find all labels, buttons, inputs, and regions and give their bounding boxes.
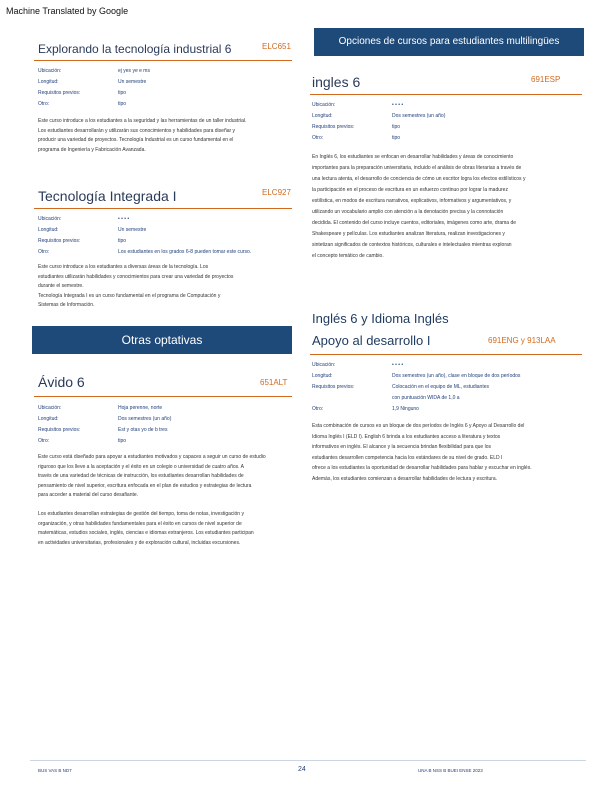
meta-value: tipo: [118, 101, 127, 107]
course-description-avido: Este curso está diseñado para apoyar a estudiantes motivados y capaces a seguir un curso de estudio riguroso que los lleve a la aceptación y el éxito en un colegio o universidad de cuatro años. A través de una variedad de técnicas de instrucción, los estudiantes desarrollan habilidades de pensamiento de nivel superior, escritura enfocada en el plan de estudios y estrategias de lectura para acceder a material del curso desafiante. Los estudiantes desarrollan estrategias de gestión del tiempo, toma de notas, investigación y organización, y otras habilidades fundamentales para el éxito en cursos de nivel superior de matemáticas, estudios sociales, inglés, ciencias e idiomas extranjeros. Los estudiantes participan en actividades universitarias, profesionales y de exploración cultural, incluidas excursiones.: [38, 454, 266, 546]
course-description-tecnologia: Este curso introduce a los estudiantes a diversas áreas de la tecnología. Los estudiantes utilizarán habilidades y conocimientos para crear una variedad de proyectos durante el semestre. Tecnología Integrada I es un curso fundamental en el programa de Computación y Sistemas de Información.: [38, 264, 234, 308]
machine-translation-note: Machine Translated by Google: [6, 6, 129, 16]
meta-key: Longitud:: [38, 79, 59, 85]
course-title-avido: Ávido 6: [38, 374, 85, 390]
meta-key: Otro:: [38, 101, 50, 107]
course-title-explorando: Explorando la tecnología industrial 6: [38, 42, 232, 56]
meta-value: ej yes ye e ms: [118, 68, 150, 74]
course-description-explorando: Este curso introduce a los estudiantes a la seguridad y las herramientas de un taller industrial. Los estudiantes desarrollarán y utilizarán sus conocimientos y habilidades para diseñar y producir una variedad de proyectos. Tecnología Industrial es un curso fundamental en el programa de Ingeniería y Fabricación Avanzada.: [38, 118, 247, 153]
section-title-ingles-idioma: Inglés 6 y Idioma Inglés: [312, 311, 449, 326]
course-title-ingles-6: ingles 6: [312, 74, 361, 90]
course-meta-ingles-6: Ubicación: • • • • Longitud: Dos semestres (un año) Requisitos previos: tipo Otro: tipo: [312, 102, 446, 141]
section-subtitle-apoyo: Apoyo al desarrollo I: [312, 333, 431, 348]
footer-right-text: UNA B NSS B BUEI ENSE 2023: [418, 768, 483, 773]
course-meta-tecnologia: Ubicación: • • • • Longitud: Un semestre Requisitos previos: tipo Otro: Los estudiantes en los grados 6-8 pueden tomar este curso.: [38, 216, 252, 255]
course-code-elc927: ELC927: [262, 188, 291, 197]
course-code-691eng-913laa: 691ENG y 913LAA: [488, 336, 556, 345]
page-number: 24: [298, 766, 306, 773]
meta-key: Requisitos previos:: [38, 90, 81, 96]
course-meta-ingles-eld: Ubicación: • • • • Longitud: Dos semestres (un año), clase en bloque de dos períodos Requisitos previos: Colocación en el equipo de ML, estudiantes con puntuación WIDA de 1,0 a Otro: 1,9 Ninguno: [312, 362, 521, 412]
course-code-691esp: 691ESP: [531, 75, 561, 84]
course-divider: [34, 396, 292, 397]
course-title-tecnologia-integrada: Tecnología Integrada I: [38, 188, 177, 204]
course-code-651alt: 651ALT: [260, 378, 288, 387]
section-banner-otras-optativas: Otras optativas: [32, 326, 292, 354]
footer-divider: [30, 760, 586, 761]
section-banner-multilingues: Opciones de cursos para estudiantes multilingües: [314, 28, 584, 56]
meta-key: Ubicación:: [38, 68, 62, 74]
course-divider: [34, 208, 292, 209]
course-divider: [310, 354, 582, 355]
meta-value: Un semestre: [118, 79, 147, 85]
course-code-elc651: ELC651: [262, 42, 291, 51]
course-meta-explorando: [38, 66, 288, 110]
course-divider: [34, 60, 292, 61]
course-description-ingles-6: En Inglés 6, los estudiantes se enfocan en desarrollar habilidades y áreas de conocimiento importantes para la preparación universitaria, incluido el análisis de obras literarias a través de una lectura atenta, el desarrollo de conciencia de cómo un escritor logra los efectos estilísticos y la participación en el proceso de escritura en un esfuerzo continuo por lograr la madurez estilística, en modos de escritura narrativos, explicativos, informativos y argumentativos, y utilizando un vocabulario amplio con atención a la denotación precisa y la connotación decidida. El contenido del curso incluye cuentos, editoriales, imágenes como arte, drama de Shakespeare y películas. Los estudiantes analizan literatura, realizan investigaciones y sintetizan significados de contextos históricos, culturales e intelectuales mientras exploran el concepto temático de cambio.: [312, 154, 526, 259]
course-divider: [310, 94, 582, 95]
course-meta-avido: Ubicación: Hoja perenne, norte Longitud: Dos semestres (un año) Requisitos previos: Est y otas yo de b tres Otro: tipo: [38, 405, 172, 444]
footer-left-text: BUS VAS B ND7: [38, 768, 72, 773]
meta-value: tipo: [118, 90, 127, 96]
course-description-ingles-eld: Esta combinación de cursos es un bloque de dos períodos de Inglés 6 y Apoyo al Desarrollo del Idioma Inglés I (ELD I). English 6 brinda a los estudiantes acceso a literatura y textos informativos en inglés. El alcance y la secuencia brindan flexibilidad para que los estudiantes desarrollen competencia hacia los estándares de su nivel de grado. ELD I ofrece a los estudiantes la oportunidad de desarrollar habilidades para hablar y escuchar en inglés. Además, los estudiantes comienzan a desarrollar habilidades de lectura y escritura.: [312, 423, 532, 482]
